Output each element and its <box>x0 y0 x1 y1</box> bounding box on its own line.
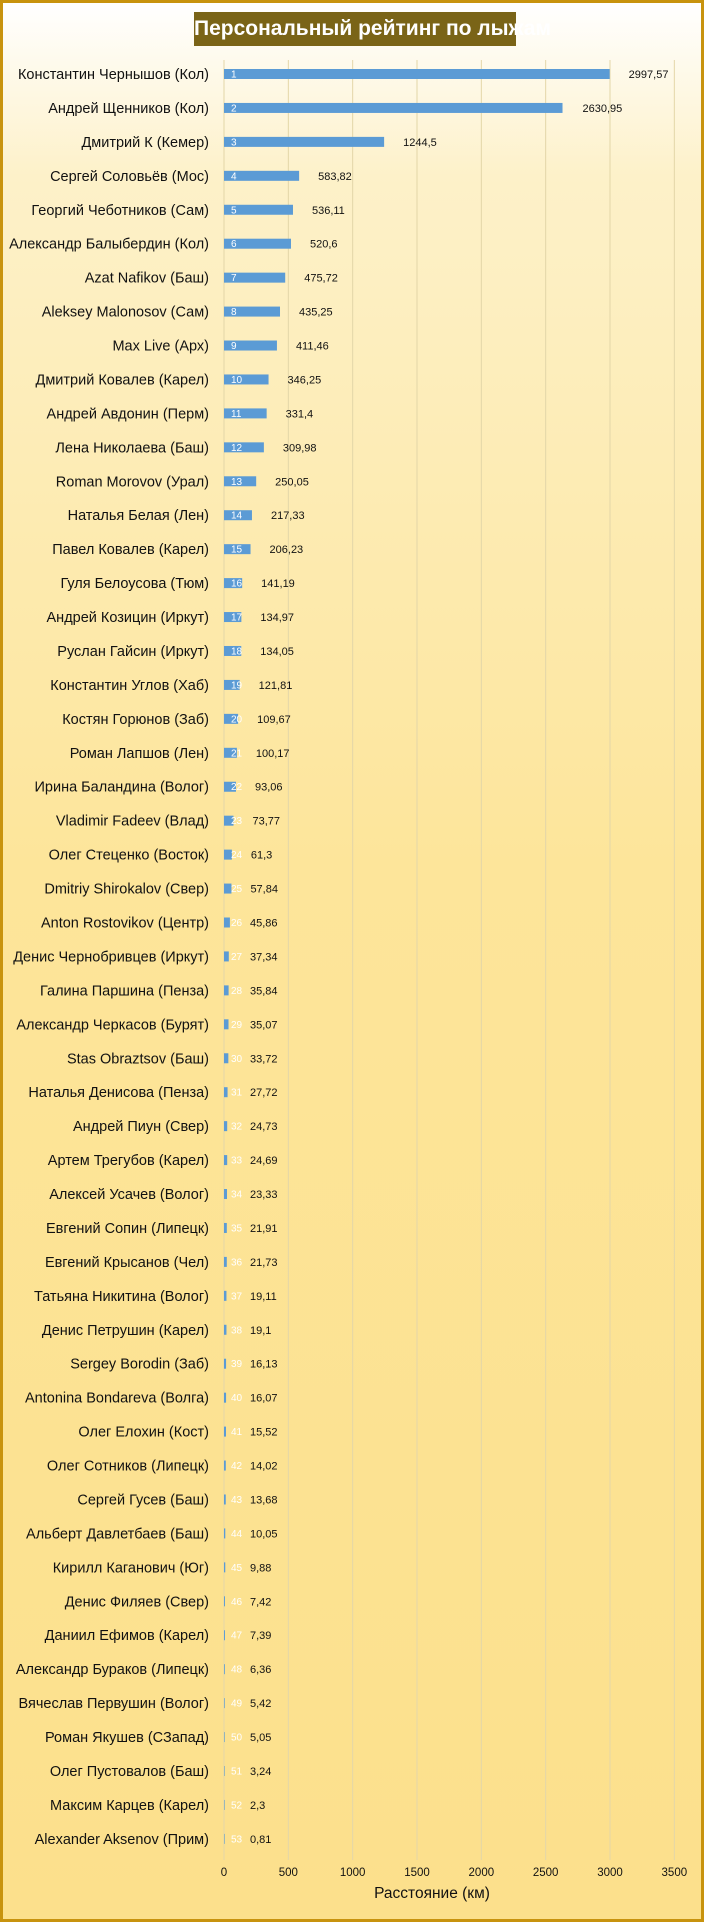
data-label: 14,02 <box>250 1460 278 1473</box>
category-label: Роман Якушев (СЗапад) <box>45 1730 209 1747</box>
bar <box>224 1834 225 1844</box>
rank-label: 37 <box>231 1291 243 1303</box>
category-label: Олег Сотников (Липецк) <box>46 1458 209 1475</box>
data-label: 37,34 <box>250 951 278 964</box>
rank-label: 31 <box>231 1087 243 1099</box>
category-label: Dmitriy Shirokalov (Свер) <box>44 881 209 898</box>
rank-label: 16 <box>231 578 243 590</box>
data-label: 217,33 <box>270 510 305 523</box>
rank-label: 21 <box>231 748 243 760</box>
rank-label: 30 <box>231 1053 243 1065</box>
data-label: 23,33 <box>250 1189 278 1202</box>
rank-label: 27 <box>231 951 243 963</box>
data-label: 331,4 <box>285 408 314 421</box>
rank-label: 52 <box>231 1800 243 1812</box>
data-label: 100,17 <box>255 747 290 760</box>
rank-label: 20 <box>231 714 243 726</box>
rank-label: 26 <box>231 918 243 929</box>
category-label: Альберт Давлетбаев (Баш) <box>26 1526 209 1543</box>
bar <box>224 1155 227 1165</box>
rank-label: 35 <box>231 1223 243 1235</box>
rank-label: 22 <box>231 782 243 794</box>
bar <box>224 1596 225 1606</box>
rank-label: 24 <box>231 850 243 862</box>
category-label: Вячеслав Первушин (Волог) <box>18 1696 209 1713</box>
rank-label: 23 <box>231 816 243 828</box>
data-label: 16,07 <box>250 1392 278 1405</box>
category-label: Руслан Гайсин (Иркут) <box>57 643 209 660</box>
bar <box>224 1427 226 1437</box>
rank-label: 44 <box>231 1528 243 1540</box>
data-label: 13,68 <box>250 1494 278 1507</box>
data-label: 0,81 <box>250 1833 272 1846</box>
bar-chart <box>3 3 701 1919</box>
data-label: 35,07 <box>250 1019 278 1032</box>
category-label: Даниил Ефимов (Карел) <box>44 1628 209 1645</box>
data-label: 583,82 <box>318 170 352 183</box>
rank-label: 38 <box>231 1325 243 1337</box>
category-label: Дмитрий Ковалев (Карел) <box>35 372 209 389</box>
data-label: 134,05 <box>260 645 294 658</box>
rank-label: 11 <box>231 408 242 420</box>
x-tick-label: 1500 <box>404 1867 430 1879</box>
bar <box>224 1698 225 1708</box>
rank-label: 17 <box>231 612 243 624</box>
category-label: Татьяна Никитина (Волог) <box>33 1288 209 1305</box>
rank-label: 47 <box>231 1630 243 1642</box>
category-label: Наталья Белая (Лен) <box>67 508 209 525</box>
rank-label: 50 <box>231 1732 243 1744</box>
data-label: 24,69 <box>250 1155 278 1168</box>
data-label: 19,1 <box>250 1324 272 1337</box>
category-label: Дмитрий К (Кемер) <box>81 134 209 151</box>
rank-label: 18 <box>231 646 243 658</box>
bar <box>224 1393 226 1403</box>
data-label: 24,73 <box>250 1121 278 1134</box>
bar <box>224 1189 227 1199</box>
data-label: 7,42 <box>250 1596 272 1609</box>
rank-label: 10 <box>231 374 243 386</box>
data-label: 16,13 <box>250 1358 278 1371</box>
category-label: Андрей Козицин (Иркут) <box>46 610 209 627</box>
category-label: Sergey Borodin (Заб) <box>70 1356 209 1373</box>
rank-label: 33 <box>231 1155 243 1167</box>
rank-label: 15 <box>231 544 243 556</box>
rank-label: 41 <box>231 1427 243 1439</box>
bar <box>224 1291 226 1301</box>
category-label: Лена Николаева (Баш) <box>55 440 209 457</box>
data-label: 475,72 <box>304 272 338 285</box>
bar <box>224 1325 226 1335</box>
x-axis-title: Расстояние (км) <box>374 1885 490 1902</box>
data-label: 5,05 <box>250 1732 272 1745</box>
category-label: Андрей Авдонин (Перм) <box>46 406 209 423</box>
data-label: 7,39 <box>250 1630 272 1643</box>
data-label: 109,67 <box>257 713 291 726</box>
data-label: 206,23 <box>269 544 304 557</box>
data-label: 435,25 <box>299 306 333 319</box>
rank-label: 7 <box>231 273 237 285</box>
data-label: 6,36 <box>250 1664 272 1677</box>
category-label: Алексей Усачев (Волог) <box>49 1187 209 1204</box>
data-label: 536,11 <box>311 204 345 217</box>
rank-label: 32 <box>231 1121 243 1133</box>
data-label: 3,24 <box>250 1766 272 1778</box>
category-label: Ирина Баландина (Волог) <box>34 779 209 796</box>
data-label: 5,42 <box>250 1698 272 1711</box>
data-label: 61,3 <box>250 849 273 862</box>
category-label: Александр Бураков (Липецк) <box>15 1662 209 1679</box>
rank-label: 49 <box>231 1698 243 1710</box>
data-label: 1244,5 <box>403 136 437 149</box>
category-label: Костян Горюнов (Заб) <box>62 711 209 728</box>
bar <box>224 1664 225 1674</box>
category-label: Alexander Aksenov (Прим) <box>34 1831 209 1848</box>
bar <box>224 1766 225 1776</box>
category-label: Наталья Денисова (Пенза) <box>28 1085 209 1102</box>
category-label: Константин Углов (Хаб) <box>50 677 209 694</box>
rank-label: 51 <box>231 1766 243 1778</box>
x-tick-label: 500 <box>278 1867 298 1879</box>
category-label: Олег Елохин (Кост) <box>78 1424 209 1441</box>
category-label: Денис Чернобривцев (Иркут) <box>13 949 209 966</box>
data-label: 21,91 <box>250 1222 278 1235</box>
bar <box>224 1121 227 1131</box>
data-label: 21,73 <box>250 1256 278 1269</box>
rank-label: 9 <box>231 341 237 353</box>
bar <box>224 1053 228 1063</box>
bar <box>224 1359 226 1369</box>
category-label: Roman Morovov (Урал) <box>55 474 209 491</box>
bar <box>224 69 610 79</box>
x-tick-label: 1000 <box>339 1867 366 1879</box>
category-label: Георгий Чеботников (Сам) <box>31 202 209 219</box>
x-tick-label: 0 <box>220 1867 228 1879</box>
x-tick-label: 3000 <box>597 1867 623 1879</box>
bar <box>224 1257 227 1267</box>
data-label: 33,72 <box>250 1053 278 1066</box>
data-label: 2,3 <box>250 1799 266 1812</box>
rank-label: 12 <box>231 442 243 454</box>
category-label: Артем Трегубов (Карел) <box>47 1153 209 1170</box>
bar <box>224 1087 228 1097</box>
category-label: Олег Пустовалов (Баш) <box>49 1764 209 1780</box>
data-label: 45,86 <box>250 917 278 930</box>
category-label: Max Live (Арх) <box>112 338 209 355</box>
rank-label: 6 <box>231 239 237 251</box>
bar <box>224 442 264 452</box>
data-label: 141,19 <box>261 578 295 591</box>
category-label: Роман Лапшов (Лен) <box>69 745 209 762</box>
rank-label: 4 <box>231 171 237 183</box>
category-label: Гуля Белоусова (Тюм) <box>60 576 209 593</box>
category-label: Vladimir Fadeev (Влад) <box>55 813 209 830</box>
x-tick-label: 2000 <box>468 1867 495 1879</box>
data-label: 9,88 <box>250 1562 272 1575</box>
bar <box>224 1732 225 1742</box>
rank-label: 8 <box>231 307 237 319</box>
rank-label: 3 <box>231 137 237 149</box>
x-tick-label: 3500 <box>661 1867 688 1879</box>
rank-label: 25 <box>231 884 243 896</box>
rank-label: 14 <box>231 510 243 522</box>
data-label: 309,98 <box>282 442 317 455</box>
data-label: 35,84 <box>250 985 278 998</box>
category-label: Андрей Щенников (Кол) <box>48 100 209 117</box>
category-label: Кирилл Каганович (Юг) <box>52 1560 209 1577</box>
category-label: Сергей Гусев (Баш) <box>77 1492 209 1509</box>
rank-label: 40 <box>231 1393 243 1405</box>
category-label: Константин Чернышов (Кол) <box>17 67 209 83</box>
rank-label: 48 <box>231 1664 243 1676</box>
rank-label: 53 <box>231 1834 243 1846</box>
category-label: Александр Черкасов (Бурят) <box>16 1017 209 1034</box>
data-label: 2630,95 <box>582 102 623 115</box>
bar <box>224 103 563 113</box>
rank-label: 34 <box>231 1189 243 1201</box>
rank-label: 46 <box>231 1596 243 1608</box>
data-label: 250,05 <box>275 476 309 489</box>
data-label: 346,25 <box>287 374 322 387</box>
bar <box>224 1630 225 1640</box>
category-label: Андрей Пиун (Свер) <box>72 1119 209 1136</box>
chart-title: Персональный рейтинг по лыжам <box>194 12 516 46</box>
data-label: 93,06 <box>254 781 283 794</box>
data-label: 2997,57 <box>628 69 669 81</box>
rank-label: 1 <box>231 69 237 81</box>
category-label: Галина Паршина (Пенза) <box>39 983 209 1000</box>
bar <box>224 1019 229 1029</box>
rank-label: 43 <box>231 1494 243 1506</box>
data-label: 57,84 <box>250 883 278 896</box>
rank-label: 29 <box>231 1019 243 1031</box>
data-label: 520,6 <box>309 238 338 251</box>
bar <box>224 1461 226 1471</box>
x-tick-label: 2500 <box>532 1867 559 1879</box>
data-label: 134,97 <box>260 612 295 625</box>
bar <box>224 951 229 961</box>
data-label: 19,11 <box>250 1290 277 1303</box>
data-label: 27,72 <box>250 1087 278 1100</box>
bar <box>224 1528 225 1538</box>
category-label: Евгений Крысанов (Чел) <box>44 1254 209 1271</box>
bar <box>224 985 229 995</box>
rank-label: 36 <box>231 1257 243 1269</box>
category-label: Azat Nafikov (Баш) <box>84 270 209 287</box>
data-label: 73,77 <box>252 815 281 828</box>
category-label: Евгений Сопин (Липецк) <box>45 1220 209 1237</box>
bar <box>224 1562 225 1572</box>
data-label: 10,05 <box>250 1528 278 1541</box>
rank-label: 19 <box>231 680 243 692</box>
rank-label: 42 <box>231 1461 243 1473</box>
category-label: Олег Стеценко (Восток) <box>48 847 209 864</box>
data-label: 411,46 <box>295 340 329 353</box>
data-label: 15,52 <box>250 1426 278 1439</box>
rank-label: 13 <box>231 476 243 488</box>
bar <box>224 137 384 147</box>
bar <box>224 1223 227 1233</box>
category-label: Денис Филяев (Свер) <box>64 1594 209 1611</box>
rank-label: 39 <box>231 1359 243 1371</box>
data-label: 121,81 <box>258 679 293 692</box>
bar <box>224 918 230 928</box>
rank-label: 2 <box>231 103 237 115</box>
category-label: Александр Балыбердин (Кол) <box>9 236 209 253</box>
rank-label: 5 <box>231 205 237 217</box>
category-label: Павел Ковалев (Карел) <box>52 542 209 559</box>
category-label: Aleksey Malonosov (Сам) <box>41 304 209 321</box>
rank-label: 28 <box>231 985 243 997</box>
bar <box>224 1800 225 1810</box>
bar <box>224 1494 226 1504</box>
category-label: Денис Петрушин (Карел) <box>41 1322 209 1339</box>
category-label: Сергей Соловьёв (Мос) <box>50 168 209 185</box>
rank-label: 45 <box>231 1562 243 1574</box>
category-label: Anton Rostovikov (Центр) <box>40 915 209 932</box>
category-label: Antonina Bondareva (Волга) <box>24 1390 209 1407</box>
category-label: Stas Obraztsov (Баш) <box>66 1051 209 1068</box>
category-label: Максим Карцев (Карел) <box>50 1797 209 1814</box>
